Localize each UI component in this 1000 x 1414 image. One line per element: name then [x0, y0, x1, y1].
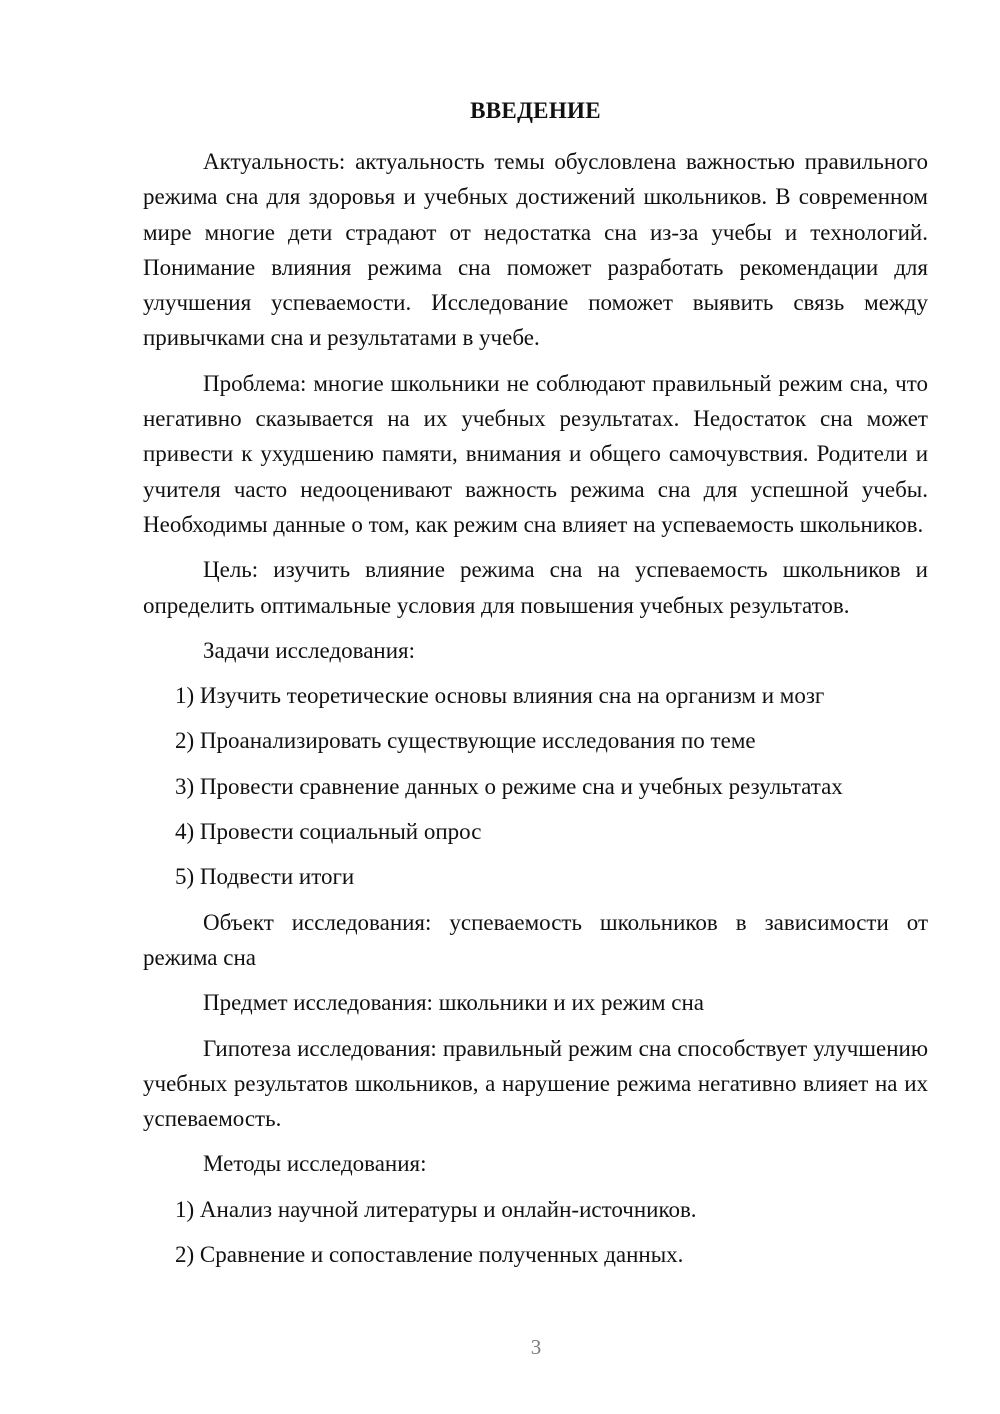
object-paragraph: Объект исследования: успеваемость школьников в зависимости от режима сна	[143, 909, 928, 970]
goal-paragraph: Цель: изучить влияние режима сна на успеваемость школьников и определить оптимальные условия для повышения учебных результатов.	[143, 557, 928, 618]
task-item-2: 2) Проанализировать существующие исследования по теме	[175, 728, 756, 754]
methods-heading: Методы исследования:	[203, 1151, 427, 1177]
task-item-4: 4) Провести социальный опрос	[175, 819, 482, 845]
relevance-paragraph: Актуальность: актуальность темы обусловлена важностью правильного режима сна для здоровья и учебных достижений школьников. В современном мире многие дети страдают от недостатка сна из-за учебы и технологий. Понимание влияния режима сна поможет разработать рекомендации для улучшения успеваемости. Исследование поможет выявить связь между привычками сна и результатами в учебе.	[143, 149, 928, 351]
method-item-1: 1) Анализ научной литературы и онлайн-источников.	[175, 1196, 697, 1222]
task-item-1: 1) Изучить теоретические основы влияния сна на организм и мозг	[175, 683, 825, 709]
section-title: ВВЕДЕНИЕ	[470, 98, 601, 123]
page-number: 3	[530, 1335, 542, 1359]
subject-paragraph: Предмет исследования: школьники и их режим сна	[203, 990, 704, 1016]
task-item-3: 3) Провести сравнение данных о режиме сна и учебных результатах	[175, 773, 843, 799]
tasks-list	[143, 678, 928, 894]
problem-paragraph: Проблема: многие школьники не соблюдают правильный режим сна, что негативно сказывается на их учебных результатах. Недостаток сна может привести к ухудшению памяти, внимания и общего самочувствия. Родители и учителя часто недооценивают важность режима сна для успешной учебы. Необходимы данные о том, как режим сна влияет на успеваемость школьников.	[143, 370, 928, 537]
hypothesis-paragraph: Гипотеза исследования: правильный режим сна способствует улучшению учебных результатов школьников, а нарушение режима негативно влияет на их успеваемость.	[143, 1035, 928, 1132]
tasks-heading: Задачи исследования:	[203, 637, 416, 663]
task-item-5: 5) Подвести итоги	[175, 864, 355, 890]
methods-list	[143, 1192, 928, 1273]
method-item-2: 2) Сравнение и сопоставление полученных данных.	[175, 1242, 684, 1268]
